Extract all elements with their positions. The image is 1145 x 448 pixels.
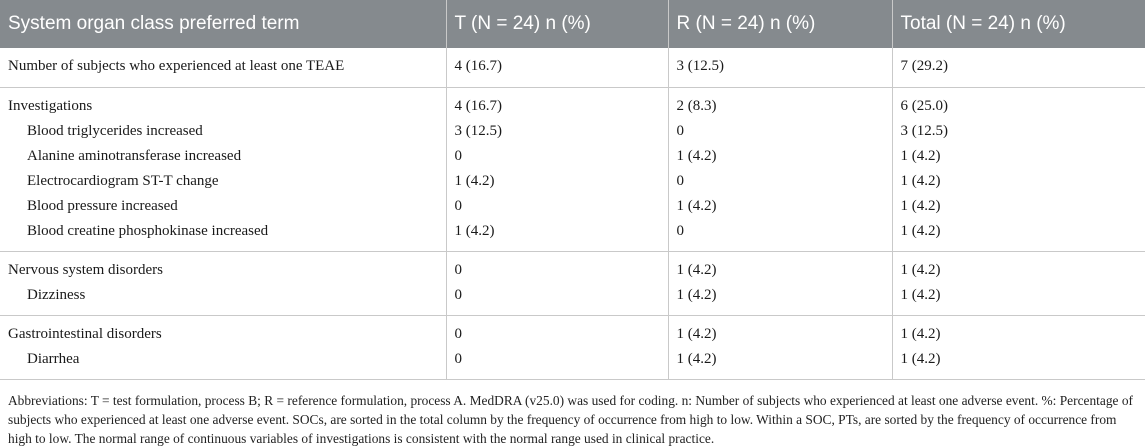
table-row (0, 88, 1145, 120)
row-t-value: 1 (4.2) (446, 169, 668, 194)
row-term: Nervous system disorders (8, 262, 163, 278)
row-total-value: 3 (12.5) (892, 119, 1145, 144)
row-r-value: 0 (668, 169, 892, 194)
header-test: T (N = 24) n (%) (446, 0, 668, 48)
header-soc-pt: System organ class preferred term (0, 0, 446, 48)
table-footnote: Abbreviations: T = test formulation, process B; R = reference formulation, process A. MedDRA (v25.0) was used for coding. n: Number of subjects who experienced at least one adverse event. %: Percentage of subjects who experienced at least one adverse event. SOCs, are sorted in the total column by the frequency of occurrence from high to low. Within a SOC, PTs, are sorted by the frequency of occurrence from high to low. The normal range of continuous variables of investigations is consistent with the normal range used in clinical practice. (8, 393, 1133, 446)
table-row (0, 194, 1145, 219)
row-r-value: 2 (8.3) (668, 88, 892, 120)
row-r-value: 1 (4.2) (668, 347, 892, 380)
table-row (0, 119, 1145, 144)
row-total-value: 1 (4.2) (892, 252, 1145, 284)
table-row (0, 252, 1145, 284)
row-term: Gastrointestinal disorders (8, 326, 162, 342)
row-total-value: 1 (4.2) (892, 219, 1145, 252)
row-t-value: 3 (12.5) (446, 119, 668, 144)
row-r-value: 0 (668, 119, 892, 144)
row-t-value: 0 (446, 283, 668, 316)
row-term: Dizziness (0, 283, 446, 316)
table-row (0, 144, 1145, 169)
header-reference: R (N = 24) n (%) (668, 0, 892, 48)
row-t-value: 0 (446, 316, 668, 348)
row-total-value: 1 (4.2) (892, 347, 1145, 380)
row-r-value: 1 (4.2) (668, 194, 892, 219)
table-row (0, 347, 1145, 380)
row-r-value: 3 (12.5) (668, 48, 892, 88)
row-term: Alanine aminotransferase increased (27, 148, 242, 164)
row-term: Number of subjects who experienced at least one TEAE (0, 48, 446, 88)
row-term: Blood triglycerides increased (27, 123, 203, 139)
row-total-value: 1 (4.2) (892, 194, 1145, 219)
row-term: Blood pressure increased (27, 198, 178, 214)
row-total-value: 1 (4.2) (892, 169, 1145, 194)
row-t-value: 4 (16.7) (446, 48, 668, 88)
row-r-value: 1 (4.2) (668, 316, 892, 348)
row-total-value: 1 (4.2) (892, 283, 1145, 316)
row-r-value: 1 (4.2) (668, 252, 892, 284)
row-t-value: 1 (4.2) (446, 219, 668, 252)
row-t-value: 0 (446, 347, 668, 380)
table-row (0, 283, 1145, 316)
row-r-value: 1 (4.2) (668, 283, 892, 316)
row-term: Electrocardiogram ST-T change (27, 173, 219, 189)
row-r-value: 1 (4.2) (668, 144, 892, 169)
table-header-row (0, 0, 1145, 48)
row-total-value: 1 (4.2) (892, 316, 1145, 348)
row-term: Investigations (8, 98, 93, 114)
row-t-value: 4 (16.7) (446, 88, 668, 120)
row-total-value: 6 (25.0) (892, 88, 1145, 120)
table-row (0, 48, 1145, 88)
row-t-value: 0 (446, 144, 668, 169)
table-row (0, 169, 1145, 194)
table-row (0, 219, 1145, 252)
row-total-value: 7 (29.2) (892, 48, 1145, 88)
row-term: Blood creatine phosphokinase increased (0, 219, 446, 252)
header-total: Total (N = 24) n (%) (892, 0, 1145, 48)
row-total-value: 1 (4.2) (892, 144, 1145, 169)
row-t-value: 0 (446, 252, 668, 284)
table-row (0, 316, 1145, 348)
row-term: Diarrhea (0, 347, 446, 380)
row-r-value: 0 (668, 219, 892, 252)
row-t-value: 0 (446, 194, 668, 219)
